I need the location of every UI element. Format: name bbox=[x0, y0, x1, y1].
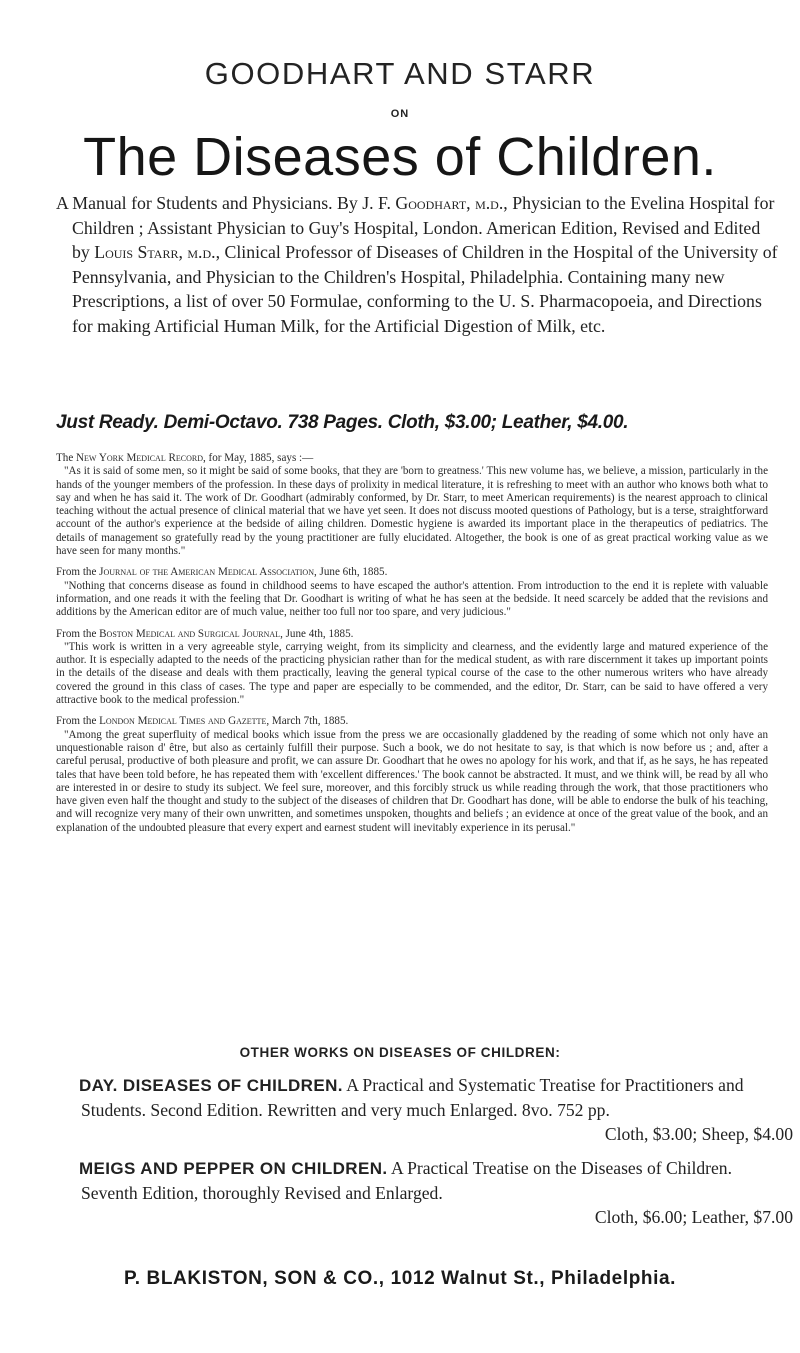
price-line: Just Ready. Demi-Octavo. 738 Pages. Cloth, $3.00; Leather, $4.00. bbox=[56, 412, 629, 433]
other-work-text: A Practical Treatise on the Diseases of Children. Seventh Edition, thoroughly Revised and Enlarged. bbox=[81, 1158, 733, 1203]
review-boston-journal bbox=[56, 628, 768, 708]
source-name: London Medical Times and Gazette bbox=[99, 715, 267, 728]
other-work-price: Cloth, $6.00; Leather, $7.00 bbox=[594, 1207, 793, 1227]
on-label: ON bbox=[390, 108, 410, 120]
review-quote: "As it is said of some men, so it might be said of some books, that they are 'born to greatness.' This new volume has, we believe, a mission, particularly in the hands of the younger members of the profession. In these days of prolixity in medical literature, it is refreshing to meet with an author who knows both what to say and when he has said it. The work of Dr. Goodhart (admirably conformed, by Dr. Starr, to meet American requirements) is the nearest approach to clinical teaching without the actual presence of clinical material that we have yet seen. It does not discuss mooted questions of Pathology, but is a terse, straightforward account of the author's experience at the bedside of ailing children. Domestic hygiene is awarded its important place in the therapeutics of pediatrics. The details of management so gratefully read by the young practitioner are fully elucidated. Altogether, the book is one of as great practical working value as we have seen for many months." bbox=[56, 465, 768, 558]
other-work-title: MEIGS AND PEPPER ON CHILDREN. bbox=[79, 1159, 388, 1178]
source-lead: The bbox=[56, 452, 77, 464]
review-new-york-medical-record bbox=[56, 452, 768, 558]
reviews-section bbox=[56, 452, 768, 843]
review-source bbox=[56, 566, 768, 579]
author-goodhart: Goodhart, m.d. bbox=[395, 193, 504, 213]
source-lead: From the bbox=[56, 566, 100, 579]
other-work-text: A Practical and Systematic Treatise for Practitioners and Students. Second Edition. Rewritten and very much Enlarged. 8vo. 752 pp. bbox=[81, 1075, 744, 1120]
source-lead: From the bbox=[56, 715, 100, 728]
review-quote: "Nothing that concerns disease as found in childhood seems to have escaped the author's attention. From introduction to the end it is replete with valuable information, and one reads it with the feeling that Dr. Goodhart is writing of what he has seen at the bedside. It need scarcely be added that the revisions and additions by the American editor are of much value, neither too full nor too spare, and very judicious." bbox=[56, 579, 768, 619]
other-work-day bbox=[56, 1073, 793, 1146]
review-source bbox=[56, 715, 768, 728]
description-text-2: , Physician to the Evelina Hospital for Children ; Assistant Physician to Guy's Hospital, London. American Edition, Revised and Edited by bbox=[72, 193, 775, 263]
source-date: , June 6th, 1885. bbox=[314, 566, 388, 579]
source-date: , June 4th, 1885. bbox=[280, 627, 354, 640]
review-quote: "This work is written in a very agreeable style, carrying weight, from its simplicity and clearness, and the evidently large and matured experience of the author. It is especially adapted to the needs of the practicing physician rather than for the medical student, as with rare discernment it takes up important points in the details of the disease and deals with them practically, leaving the general typical course of the case to the other numerous writers who have already covered the ground in this class of cases. The type and paper are especially to be commended, and the editor, Dr. Starr, can be said to have offered a very attractive book to the medical profession." bbox=[56, 640, 768, 707]
source-date: , March 7th, 1885. bbox=[266, 715, 349, 728]
description-text-1: A Manual for Students and Physicians. By J. F. bbox=[56, 193, 396, 213]
other-works-heading: OTHER WORKS ON DISEASES OF CHILDREN: bbox=[239, 1045, 561, 1060]
review-jama bbox=[56, 566, 768, 619]
other-work-meigs-pepper bbox=[56, 1156, 793, 1229]
source-lead: From the bbox=[56, 627, 100, 640]
publisher-imprint: P. BLAKISTON, SON & CO., 1012 Walnut St., Philadelphia. bbox=[123, 1268, 677, 1289]
review-source bbox=[56, 452, 768, 465]
source-name: New York Medical Record bbox=[76, 452, 203, 464]
author-starr: Louis Starr, m.d. bbox=[94, 242, 216, 263]
other-work-price: Cloth, $3.00; Sheep, $4.00 bbox=[604, 1124, 793, 1144]
book-description bbox=[56, 191, 782, 339]
review-source bbox=[56, 628, 768, 641]
review-london-medical-times bbox=[56, 715, 768, 835]
source-date: , for May, 1885, says :— bbox=[203, 452, 314, 464]
source-name: Boston Medical and Surgical Journal bbox=[99, 627, 281, 640]
authors-heading: GOODHART AND STARR bbox=[204, 56, 596, 91]
other-work-title: DAY. DISEASES OF CHILDREN. bbox=[79, 1076, 343, 1095]
review-quote: "Among the great superfluity of medical books which issue from the press we are occasionally gladdened by the reading of some which not only have an unquestionable raison d' être, but also as certainly fulfill their purpose. Such a book, we do not hesitate to say, is that which is now before us ; and, after a careful perusal, productive of both pleasure and profit, we can assure Dr. Goodhart that he owes no apology for his work, and that if, as he says, he has repeated tales that have been told before, he has repeated them with 'excellent differences.' The book cannot be abstracted. It must, and we think will, be read by all who are interested in or desire to study its subject. We feel sure, moreover, and this forcibly struck us while reading through the work, that those practitioners who have given even half the thought and study to the subject of the diseases of children that Dr. Goodhart has done, will be able to endorse the bulk of his teaching, and will recognize very many of their own unwritten, and sometimes unspoken, thoughts and beliefs ; an evidence at once of the great value of the book, and an explanation of the undoubted pleasure that every expert and earnest student will inevitably experience in its perusal." bbox=[56, 728, 768, 834]
book-title: The Diseases of Children. bbox=[83, 127, 717, 187]
description-text-3: , Clinical Professor of Diseases of Children in the Hospital of the University of Pennsylvania, and Physician to the Children's Hospital, Philadelphia. Containing many new Prescriptions, a list of over 50 Formulae, conforming to the U. S. Pharmacopoeia, and Directions for making Artificial Human Milk, for the Artificial Digestion of Milk, etc. bbox=[72, 242, 778, 336]
source-name: Journal of the American Medical Association bbox=[99, 566, 314, 579]
